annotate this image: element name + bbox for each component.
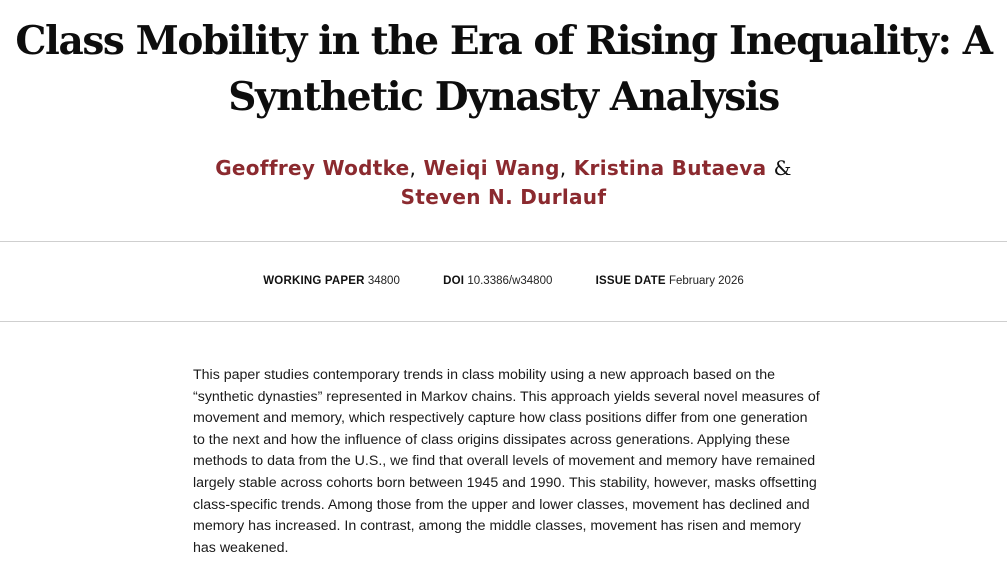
paper-metadata <box>0 273 1007 289</box>
working-paper-number <box>263 273 400 289</box>
working-paper-value: 34800 <box>367 275 400 287</box>
issue-date-label: ISSUE DATE <box>595 275 666 287</box>
author-separator: , <box>559 156 567 180</box>
author-conjunction: & <box>773 156 792 180</box>
author-link-weiqi-wang[interactable]: Weiqi Wang <box>423 156 560 180</box>
doi-value[interactable]: 10.3386/w34800 <box>467 275 553 287</box>
author-link-steven-n-durlauf[interactable]: Steven N. Durlauf <box>400 185 607 209</box>
issue-date-value: February 2026 <box>668 275 744 287</box>
doi <box>443 273 552 289</box>
doi-label: DOI <box>443 275 465 287</box>
working-paper-label: WORKING PAPER <box>263 275 365 287</box>
author-list <box>0 154 1007 212</box>
author-separator: , <box>409 156 417 180</box>
page-title: Class Mobility in the Era of Rising Inequality: A Synthetic Dynasty Analysis <box>15 18 992 120</box>
author-link-kristina-butaeva[interactable]: Kristina Butaeva <box>573 156 767 180</box>
author-link-geoffrey-wodtke[interactable]: Geoffrey Wodtke <box>215 156 410 180</box>
abstract-text: This paper studies contemporary trends in class mobility using a new approach based on the “synthetic dynasties” represented in Markov chains. This approach yields several novel measures of movement and memory, which respectively capture how class positions differ from one generation to the next and how the influence of class origins dissipates across generations. Applying these methods to data from the U.S., we find that overall levels of movement and memory have remained largely stable across cohorts born between 1945 and 1990. This stability, however, masks offsetting class-specific trends. Among those from the upper and lower classes, movement has declined and memory has increased. In contrast, among the middle classes, movement has risen and memory has weakened. <box>193 367 820 556</box>
bottom-divider <box>0 321 1007 322</box>
issue-date <box>596 273 744 289</box>
top-divider <box>0 241 1007 242</box>
